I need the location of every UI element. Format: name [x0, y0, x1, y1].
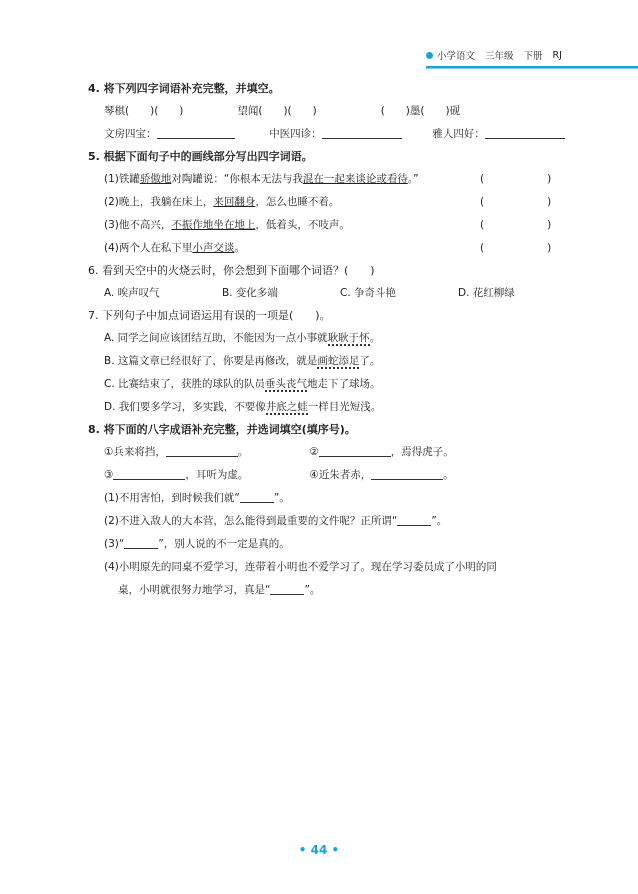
- q6-options: [88, 282, 588, 305]
- q7-a-pre: A. 同学之间应该团结互助，不能因为一点小事就: [104, 332, 328, 344]
- q4-label-b: 中医四诊：: [269, 128, 322, 140]
- q8-idiom-3-pre: ③: [104, 469, 114, 481]
- q8-s4-blank[interactable]: [270, 582, 304, 595]
- q8-idiom-3-blank[interactable]: [113, 467, 185, 480]
- q4-row2: [88, 123, 588, 146]
- q8-idiom-4-blank[interactable]: [371, 467, 443, 480]
- q8-idiom-2-pre: ②: [309, 446, 319, 458]
- q7-title: 7. 下列句子中加点词语运用有误的一项是( )。: [88, 309, 331, 322]
- header-rule: [426, 66, 638, 68]
- q8-sentence-4-cont: [88, 579, 588, 602]
- q8-title: 8. 将下面的八字成语补充完整，并选词填空(填序号)。: [88, 423, 356, 436]
- q8-idiom-1-blank[interactable]: [166, 444, 238, 457]
- q7-option-c[interactable]: [88, 373, 588, 396]
- q8-s4-pre: (4)小明原先的同桌不爱学习，连带着小明也不爱学习了。现在学习委员成了小明的同: [104, 561, 497, 573]
- q8-s1-pre: (1)不用害怕，到时候我们就“: [104, 492, 240, 504]
- q4-label-a: 文房四宝：: [104, 128, 157, 140]
- q8-s2-blank[interactable]: [397, 513, 431, 526]
- q8-s3-post: ”，别人说的不一定是真的。: [158, 538, 290, 550]
- q4-idiom-a: 琴棋( )( ): [104, 105, 184, 117]
- q8-s4b-pre: 桌，小明就很努力地学习，真是“: [118, 584, 271, 596]
- q8-idiom-4-post: 。: [443, 469, 454, 481]
- q7-d-dotted-word: 井底之蛙: [265, 401, 308, 413]
- q8-s4b-post: ”。: [304, 584, 321, 596]
- q7-c-post: 地走下了球场。: [307, 378, 381, 390]
- q5-2-pre: (2)晚上，我躺在床上，: [104, 196, 214, 208]
- q7-d-post: 一样目光短浅。: [307, 401, 382, 413]
- q5-1-pre: (1)铁罐: [104, 173, 140, 185]
- q5-item-2: [88, 191, 588, 214]
- q8-idiom-1-post: 。: [237, 446, 249, 458]
- q8-sentence-4: [88, 556, 588, 579]
- q5-4-pre: (4)两个人在私下里: [104, 242, 193, 254]
- q5-1-underlined-2: 混在一起来谈论或看待: [302, 173, 408, 185]
- q5-2-answer[interactable]: ( ): [480, 196, 552, 208]
- q8-s3-pre: (3)“: [104, 538, 125, 550]
- q8-sentence-2: [88, 510, 588, 533]
- q8-sentence-3: [88, 533, 588, 556]
- q4-idiom-b: 望闻( )( ): [237, 105, 317, 117]
- q7-a-dotted-word: 耿耿于怀: [327, 332, 370, 344]
- q5-item-3: [88, 214, 588, 237]
- q8-idiom-3: [104, 464, 306, 487]
- header-grade: 三年级: [485, 51, 514, 62]
- q5-1-post: 对陶罐说：“你根本无法与我: [171, 173, 303, 185]
- q5-3-answer[interactable]: ( ): [480, 219, 552, 231]
- q5-3-post: ，低着头，不吱声。: [255, 219, 350, 231]
- header-edition: RJ: [552, 49, 562, 61]
- q7-option-b[interactable]: [88, 350, 588, 373]
- q8-idiom-4-pre: ④近朱者赤，: [309, 469, 372, 481]
- header-dot-icon: [426, 52, 433, 59]
- q5-title: 5. 根据下面句子中的画线部分写出四字词语。: [88, 150, 313, 163]
- q5-2-post: ，怎么也睡不着。: [255, 196, 340, 208]
- q8-idiom-2: [309, 441, 453, 464]
- q4-idiom-c: ( )墨( )砚: [380, 105, 461, 117]
- q4-blank-b[interactable]: [322, 126, 402, 139]
- header-subject: 小学语文: [437, 51, 476, 62]
- q8-idiom-2-post: ，焉得虎子。: [390, 446, 454, 458]
- q4-row1: [88, 100, 588, 123]
- q8-idiom-1-pre: ①兵来将挡，: [104, 446, 166, 458]
- q5-4-post: 。: [234, 242, 245, 254]
- q7-c-dotted-word: 垂头丧气: [265, 378, 308, 390]
- page-number: • 44 •: [298, 843, 340, 857]
- q8-s2-pre: (2)不进入敌人的大本营，怎么能得到最重要的文件呢？正所谓“: [104, 515, 398, 527]
- q6-title: 6. 看到天空中的火烧云时，你会想到下面哪个词语？( ): [88, 264, 375, 277]
- q6-option-b[interactable]: B. 变化多端: [222, 287, 278, 299]
- q4-blank-c[interactable]: [485, 126, 565, 139]
- q5-3-underlined: 不振作地坐在地上: [171, 219, 256, 231]
- q8-s1-blank[interactable]: [240, 490, 274, 503]
- q6-option-d[interactable]: D. 花红柳绿: [458, 287, 515, 299]
- header-term: 下册: [523, 51, 543, 62]
- q4-blank-a[interactable]: [157, 126, 235, 139]
- q5-2-underlined: 来回翻身: [213, 196, 256, 208]
- q5-1-underlined: 骄傲地: [139, 173, 172, 185]
- q6-option-c[interactable]: C. 争奇斗艳: [340, 287, 397, 299]
- q5-1-answer[interactable]: ( ): [480, 173, 552, 185]
- q8-idiom-row-1: [88, 441, 588, 464]
- q7-b-dotted-word: 画蛇添足: [317, 355, 360, 367]
- q7-a-post: 。: [369, 332, 381, 344]
- q7-c-pre: C. 比赛结束了，获胜的球队的队员: [104, 378, 266, 390]
- q8-s3-blank[interactable]: [124, 536, 158, 549]
- q5-4-underlined: 小声交谈: [192, 242, 235, 254]
- q8-idiom-2-blank[interactable]: [319, 444, 391, 457]
- q4-label-c: 雅人四好：: [432, 128, 485, 140]
- q7-option-d[interactable]: [88, 396, 588, 419]
- q5-item-1: [88, 168, 588, 191]
- q8-sentence-1: [88, 487, 588, 510]
- q8-idiom-1: [104, 441, 306, 464]
- q5-item-4: [88, 237, 588, 260]
- q6-option-a[interactable]: A. 唉声叹气: [104, 287, 160, 299]
- q7-b-post: 了。: [359, 355, 381, 367]
- q8-idiom-3-post: ，耳听为虚。: [185, 469, 249, 481]
- q5-3-pre: (3)他不高兴，: [104, 219, 172, 231]
- q8-idiom-row-2: [88, 464, 588, 487]
- q4-title: 4. 将下列四字词语补充完整，并填空。: [88, 82, 280, 95]
- worksheet-content: [88, 78, 588, 602]
- q5-4-answer[interactable]: ( ): [480, 242, 552, 254]
- page-header: [426, 46, 638, 64]
- q8-s1-post: ”。: [273, 492, 290, 504]
- q7-b-pre: B. 这篇文章已经很好了，你要是再修改，就是: [104, 355, 318, 367]
- q7-option-a[interactable]: [88, 327, 588, 350]
- q8-idiom-4: [309, 464, 453, 487]
- q8-s2-post: ”。: [431, 515, 448, 527]
- q5-1-post-2: 。”: [407, 173, 419, 185]
- q7-d-pre: D. 我们要多学习，多实践，不要像: [104, 401, 266, 413]
